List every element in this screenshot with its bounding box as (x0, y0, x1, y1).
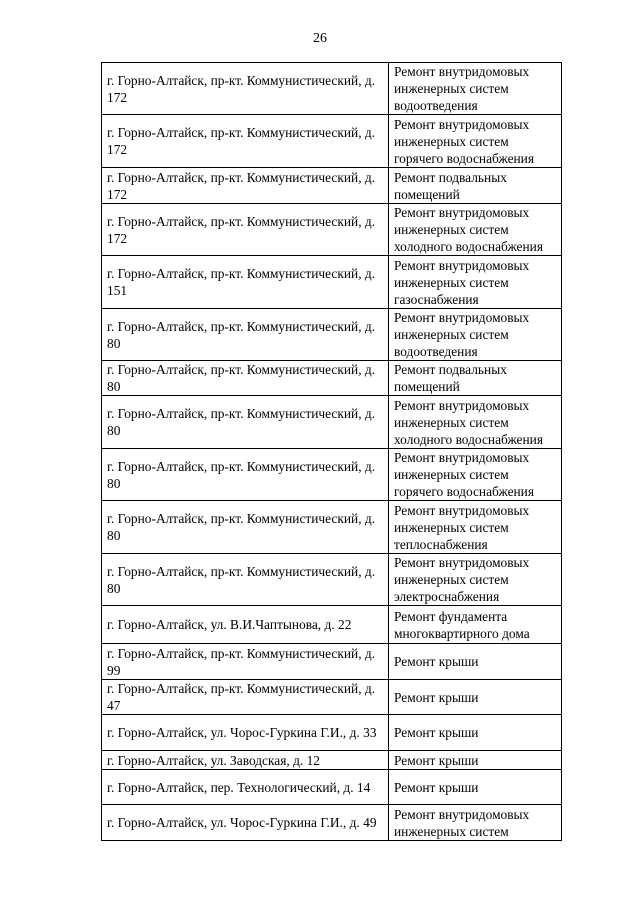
address-cell: г. Горно-Алтайск, ул. Чорос-Гуркина Г.И., д. 33 (102, 715, 389, 751)
table-row (102, 606, 562, 644)
work-type-cell: Ремонт внутридомовых инженерных систем холодного водоснабжения (389, 396, 562, 449)
work-type-cell: Ремонт подвальных помещений (389, 168, 562, 204)
work-type-cell: Ремонт внутридомовых инженерных систем горячего водоснабжения (389, 115, 562, 168)
address-cell: г. Горно-Алтайск, пр-кт. Коммунистический, д. 172 (102, 204, 389, 256)
table-row (102, 115, 562, 168)
table-row (102, 554, 562, 606)
work-type-cell: Ремонт крыши (389, 751, 562, 770)
table-row (102, 501, 562, 554)
address-cell: г. Горно-Алтайск, пр-кт. Коммунистический, д. 172 (102, 63, 389, 115)
address-cell: г. Горно-Алтайск, пр-кт. Коммунистический, д. 47 (102, 680, 389, 715)
work-type-cell: Ремонт крыши (389, 680, 562, 715)
table-row (102, 256, 562, 309)
work-type-cell: Ремонт крыши (389, 715, 562, 751)
address-cell: г. Горно-Алтайск, пр-кт. Коммунистический, д. 80 (102, 501, 389, 554)
table-row (102, 396, 562, 449)
table-row (102, 361, 562, 396)
address-cell: г. Горно-Алтайск, пр-кт. Коммунистический, д. 99 (102, 644, 389, 680)
address-cell: г. Горно-Алтайск, пр-кт. Коммунистический, д. 172 (102, 115, 389, 168)
table-row (102, 805, 562, 841)
page-number: 26 (313, 31, 327, 46)
address-cell: г. Горно-Алтайск, пр-кт. Коммунистический, д. 80 (102, 449, 389, 501)
work-type-cell: Ремонт внутридомовых инженерных систем горячего водоснабжения (389, 449, 562, 501)
table-row (102, 63, 562, 115)
work-type-cell: Ремонт крыши (389, 644, 562, 680)
table-row (102, 770, 562, 805)
table-row (102, 715, 562, 751)
address-cell: г. Горно-Алтайск, пр-кт. Коммунистический, д. 80 (102, 309, 389, 361)
table-row (102, 168, 562, 204)
address-cell: г. Горно-Алтайск, пр-кт. Коммунистический, д. 172 (102, 168, 389, 204)
address-cell: г. Горно-Алтайск, ул. Чорос-Гуркина Г.И., д. 49 (102, 805, 389, 841)
address-cell: г. Горно-Алтайск, пр-кт. Коммунистический, д. 151 (102, 256, 389, 309)
work-type-cell: Ремонт внутридомовых инженерных систем водоотведения (389, 63, 562, 115)
table-row (102, 204, 562, 256)
address-cell: г. Горно-Алтайск, пер. Технологический, д. 14 (102, 770, 389, 805)
work-type-cell: Ремонт внутридомовых инженерных систем теплоснабжения (389, 501, 562, 554)
work-type-cell: Ремонт внутридомовых инженерных систем холодного водоснабжения (389, 204, 562, 256)
table-row (102, 644, 562, 680)
work-type-cell: Ремонт внутридомовых инженерных систем электроснабжения (389, 554, 562, 606)
table-row (102, 751, 562, 770)
table-row (102, 309, 562, 361)
address-cell: г. Горно-Алтайск, пр-кт. Коммунистический, д. 80 (102, 361, 389, 396)
work-type-cell: Ремонт подвальных помещений (389, 361, 562, 396)
work-type-cell: Ремонт крыши (389, 770, 562, 805)
works-table (101, 62, 562, 841)
table-row (102, 449, 562, 501)
work-type-cell: Ремонт внутридомовых инженерных систем водоотведения (389, 309, 562, 361)
work-type-cell: Ремонт фундамента многоквартирного дома (389, 606, 562, 644)
table-row (102, 680, 562, 715)
work-type-cell: Ремонт внутридомовых инженерных систем газоснабжения (389, 256, 562, 309)
address-cell: г. Горно-Алтайск, ул. В.И.Чаптынова, д. 22 (102, 606, 389, 644)
work-type-cell: Ремонт внутридомовых инженерных систем (389, 805, 562, 841)
address-cell: г. Горно-Алтайск, ул. Заводская, д. 12 (102, 751, 389, 770)
address-cell: г. Горно-Алтайск, пр-кт. Коммунистический, д. 80 (102, 396, 389, 449)
address-cell: г. Горно-Алтайск, пр-кт. Коммунистический, д. 80 (102, 554, 389, 606)
